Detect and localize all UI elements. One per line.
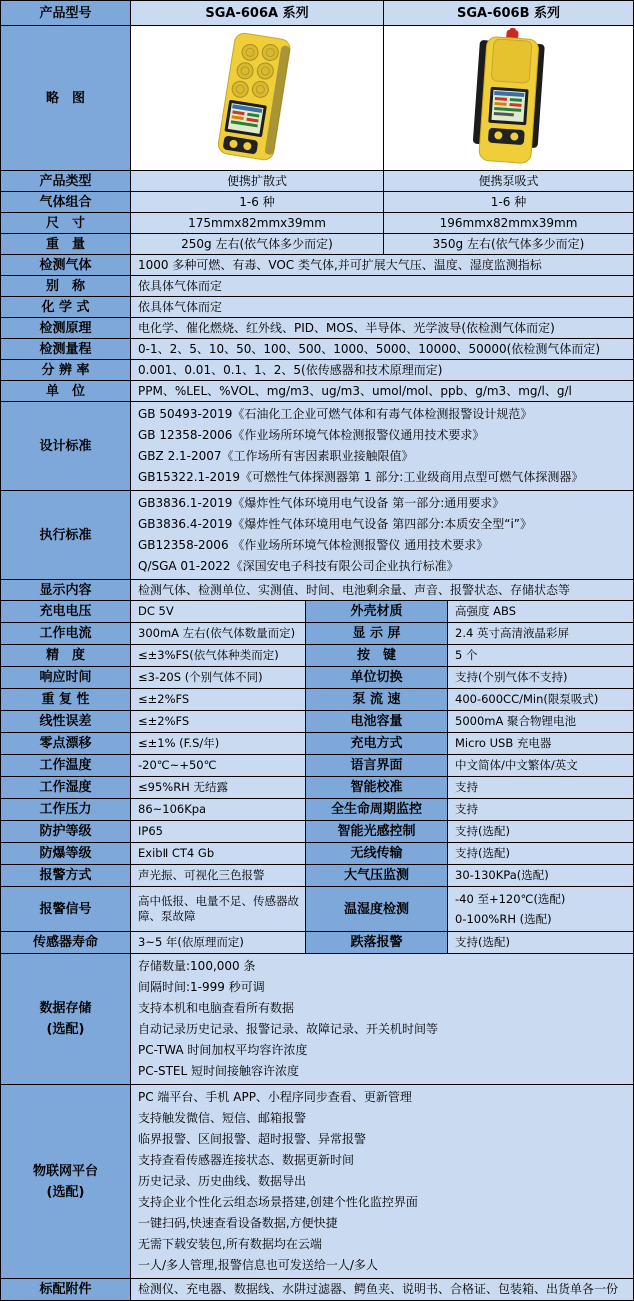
row-label xyxy=(1,1085,131,1279)
model-b-name: SGA-606B 系列 xyxy=(384,1,633,26)
row-label: 线性误差 xyxy=(1,711,131,733)
row-label: 设计标准 xyxy=(1,402,131,491)
row-value-a: 1-6 种 xyxy=(131,192,384,213)
row-label: 工作电流 xyxy=(1,623,131,645)
sketch-label: 略 图 xyxy=(1,26,131,171)
table-row xyxy=(1,171,633,192)
table-row xyxy=(1,276,633,297)
standard-line: Q/SGA 01-2022《深国安电子科技有限公司企业执行标准》 xyxy=(138,559,459,573)
exec-standards-row xyxy=(1,491,633,580)
table-row xyxy=(1,601,633,623)
display-content-row xyxy=(1,580,633,601)
row-value: 中文简体/中文繁体/英文 xyxy=(448,755,633,777)
row-label: 尺 寸 xyxy=(1,213,131,234)
row-label: 执行标准 xyxy=(1,491,131,580)
table-row xyxy=(1,843,633,865)
standard-line: GB 50493-2019《石油化工企业可燃气体和有毒气体检测报警设计规范》 xyxy=(138,407,533,421)
row-label: 全生命周期监控 xyxy=(306,799,448,821)
row-label: 气体组合 xyxy=(1,192,131,213)
table-row xyxy=(1,192,633,213)
table-row xyxy=(1,339,633,360)
accessories-row xyxy=(1,1279,633,1300)
sensor-life-row xyxy=(1,932,633,954)
row-label: 单位切换 xyxy=(306,667,448,689)
row-value: 电化学、催化燃烧、红外线、PID、MOS、半导体、光学波导(依检测气体而定) xyxy=(131,318,633,339)
product-image-sga-606b xyxy=(384,26,633,171)
row-value: -20℃~+50℃ xyxy=(131,755,306,777)
row-value: ≤95%RH 无结露 xyxy=(131,777,306,799)
table-row xyxy=(1,360,633,381)
row-value: 依具体气体而定 xyxy=(131,276,633,297)
feature-line: 支持触发微信、短信、邮箱报警 xyxy=(138,1111,307,1125)
row-label: 智能校准 xyxy=(306,777,448,799)
feature-line: 一键扫码,快速查看设备数据,方便快捷 xyxy=(138,1216,338,1230)
row-label: 工作湿度 xyxy=(1,777,131,799)
product-image-sga-606a xyxy=(131,26,384,171)
row-value: PPM、%LEL、%VOL、mg/m3、ug/m3、umol/mol、ppb、g/m3、mg/l、g/l xyxy=(131,381,633,402)
device-a-illustration xyxy=(152,28,362,168)
label-line: 数据存储 xyxy=(39,1001,92,1016)
table-row xyxy=(1,623,633,645)
row-value-b: 350g 左右(依气体多少而定) xyxy=(384,234,633,255)
table-row xyxy=(1,213,633,234)
table-row xyxy=(1,689,633,711)
table-row xyxy=(1,297,633,318)
row-label: 检测量程 xyxy=(1,339,131,360)
feature-line: 一人/多人管理,报警信息也可发送给一人/多人 xyxy=(138,1258,378,1272)
row-value: 支持(个别气体不支持) xyxy=(448,667,633,689)
row-value: 300mA 左右(依气体数量而定) xyxy=(131,623,306,645)
label-line: 物联网平台 xyxy=(32,1163,98,1179)
table-row xyxy=(1,711,633,733)
sketch-row xyxy=(1,26,633,171)
row-value: ≤±3%FS(依气体种类而定) xyxy=(131,645,306,667)
row-label: 无线传输 xyxy=(306,843,448,865)
row-value: 支持 xyxy=(448,799,633,821)
feature-line: 支持企业个性化云组态场景搭建,创建个性化监控界面 xyxy=(138,1195,418,1209)
row-label: 响应时间 xyxy=(1,667,131,689)
feature-line: 间隔时间:1-999 秒可调 xyxy=(138,980,265,994)
row-value: 声光振、可视化三色报警 xyxy=(131,865,306,887)
row-label: 工作压力 xyxy=(1,799,131,821)
row-label: 检测原理 xyxy=(1,318,131,339)
alarm-signal-row xyxy=(1,887,633,932)
row-value: 支持(选配) xyxy=(448,821,633,843)
standard-line: GB12358-2006 《作业场所环境气体检测报警仪 通用技术要求》 xyxy=(138,538,489,552)
row-value: 检测气体、检测单位、实测值、时间、电池剩余量、声音、报警状态、存储状态等 xyxy=(131,580,633,601)
row-label: 传感器寿命 xyxy=(1,932,131,954)
label-line: (选配) xyxy=(46,1184,85,1200)
row-value: 5 个 xyxy=(448,645,633,667)
row-label: 工作温度 xyxy=(1,755,131,777)
row-value: ≤±2%FS xyxy=(131,689,306,711)
row-value: 依具体气体而定 xyxy=(131,297,633,318)
row-label: 防护等级 xyxy=(1,821,131,843)
table-row xyxy=(1,865,633,887)
row-label: 充电电压 xyxy=(1,601,131,623)
table-row xyxy=(1,799,633,821)
feature-line: 支持查看传感器连接状态、数据更新时间 xyxy=(138,1153,355,1167)
standard-line: GBZ 2.1-2007《工作场所有害因素职业接触限值》 xyxy=(138,449,414,463)
row-label: 重 量 xyxy=(1,234,131,255)
row-value: 3~5 年(依原理而定) xyxy=(131,932,306,954)
row-value: 86~106Kpa xyxy=(131,799,306,821)
row-label: 报警信号 xyxy=(1,887,131,932)
row-value: IP65 xyxy=(131,821,306,843)
row-label: 跌落报警 xyxy=(306,932,448,954)
row-label: 按 键 xyxy=(306,645,448,667)
table-row xyxy=(1,821,633,843)
row-value: Micro USB 充电器 xyxy=(448,733,633,755)
row-label: 智能光感控制 xyxy=(306,821,448,843)
row-value-a: 175mmx82mmx39mm xyxy=(131,213,384,234)
row-value: 0-1、2、5、10、50、100、500、1000、5000、10000、50000(依检测气体而定) xyxy=(131,339,633,360)
row-label: 检测气体 xyxy=(1,255,131,276)
row-label: 外壳材质 xyxy=(306,601,448,623)
table-row xyxy=(1,318,633,339)
row-label: 温湿度检测 xyxy=(306,887,448,932)
row-label: 精 度 xyxy=(1,645,131,667)
feature-line: PC 端平台、手机 APP、小程序同步查看、更新管理 xyxy=(138,1090,412,1104)
row-label: 显示内容 xyxy=(1,580,131,601)
exec-standards-list xyxy=(131,491,633,580)
row-label: 重 复 性 xyxy=(1,689,131,711)
row-label: 报警方式 xyxy=(1,865,131,887)
iot-feature-list xyxy=(131,1085,633,1279)
row-label: 语言界面 xyxy=(306,755,448,777)
row-label: 显 示 屏 xyxy=(306,623,448,645)
row-label: 标配附件 xyxy=(1,1279,131,1300)
row-value-a: 250g 左右(依气体多少而定) xyxy=(131,234,384,255)
row-label: 产品类型 xyxy=(1,171,131,192)
row-value: 高强度 ABS xyxy=(448,601,633,623)
standard-line: GB 12358-2006《作业场所环境气体检测报警仪通用技术要求》 xyxy=(138,428,485,442)
table-row xyxy=(1,234,633,255)
standard-line: GB15322.1-2019《可燃性气体探测器第 1 部分:工业级商用点型可燃气体探测器》 xyxy=(138,470,584,484)
row-label: 单 位 xyxy=(1,381,131,402)
design-standards-list xyxy=(131,402,633,491)
value-line: 0-100%RH (选配) xyxy=(455,912,552,926)
row-value: 1000 多种可燃、有毒、VOC 类气体,并可扩展大气压、温度、湿度监测指标 xyxy=(131,255,633,276)
row-value: 2.4 英寸高清液晶彩屏 xyxy=(448,623,633,645)
row-label: 大气压监测 xyxy=(306,865,448,887)
row-label: 化 学 式 xyxy=(1,297,131,318)
row-label: 零点漂移 xyxy=(1,733,131,755)
row-value: 支持(选配) xyxy=(448,843,633,865)
row-value-b: 便携泵吸式 xyxy=(384,171,633,192)
row-value: 400-600CC/Min(限泵吸式) xyxy=(448,689,633,711)
table-row xyxy=(1,777,633,799)
row-label: 电池容量 xyxy=(306,711,448,733)
row-value: 高中低报、电量不足、传感器故障、泵故障 xyxy=(131,887,306,932)
feature-line: PC-TWA 时间加权平均容许浓度 xyxy=(138,1043,308,1057)
standard-line: GB3836.4-2019《爆炸性气体环境用电气设备 第四部分:本质安全型“i”》 xyxy=(138,517,533,531)
feature-line: 存储数量:100,000 条 xyxy=(138,959,256,973)
data-storage-list xyxy=(131,954,633,1085)
label-line: (选配) xyxy=(46,1022,85,1037)
row-label: 别 称 xyxy=(1,276,131,297)
header-row xyxy=(1,1,633,26)
table-row xyxy=(1,733,633,755)
device-b-illustration xyxy=(404,28,614,168)
row-value: 支持(选配) xyxy=(448,932,633,954)
value-line: -40 至+120℃(选配) xyxy=(455,892,566,906)
row-value-a: 便携扩散式 xyxy=(131,171,384,192)
row-label: 分 辨 率 xyxy=(1,360,131,381)
table-row xyxy=(1,381,633,402)
standard-line: GB3836.1-2019《爆炸性气体环境用电气设备 第一部分:通用要求》 xyxy=(138,496,505,510)
feature-line: 自动记录历史记录、报警记录、故障记录、开关机时间等 xyxy=(138,1022,439,1036)
row-label: 防爆等级 xyxy=(1,843,131,865)
row-value: 5000mA 聚合物锂电池 xyxy=(448,711,633,733)
feature-line: PC-STEL 短时间接触容许浓度 xyxy=(138,1064,299,1078)
row-value: 30-130KPa(选配) xyxy=(448,865,633,887)
feature-line: 历史记录、历史曲线、数据导出 xyxy=(138,1174,307,1188)
header-label: 产品型号 xyxy=(1,1,131,26)
row-value: 0.001、0.01、0.1、1、2、5(依传感器和技术原理而定) xyxy=(131,360,633,381)
row-value-b: 1-6 种 xyxy=(384,192,633,213)
row-value: ExibⅡ CT4 Gb xyxy=(131,843,306,865)
temp-humidity-value xyxy=(448,887,633,932)
table-row xyxy=(1,255,633,276)
row-value: ≤3-20S (个别气体不同) xyxy=(131,667,306,689)
iot-platform-row xyxy=(1,1085,633,1279)
table-row xyxy=(1,667,633,689)
row-value: ≤±2%FS xyxy=(131,711,306,733)
feature-line: 支持本机和电脑查看所有数据 xyxy=(138,1001,295,1015)
row-value-b: 196mmx82mmx39mm xyxy=(384,213,633,234)
row-label: 充电方式 xyxy=(306,733,448,755)
row-label xyxy=(1,954,131,1085)
design-standards-row xyxy=(1,402,633,491)
table-row xyxy=(1,755,633,777)
feature-line: 无需下载安装包,所有数据均在云端 xyxy=(138,1237,322,1251)
row-value: 支持 xyxy=(448,777,633,799)
row-value: DC 5V xyxy=(131,601,306,623)
feature-line: 临界报警、区间报警、超时报警、异常报警 xyxy=(138,1132,367,1146)
model-a-name: SGA-606A 系列 xyxy=(131,1,384,26)
table-row xyxy=(1,645,633,667)
data-storage-row xyxy=(1,954,633,1085)
row-value: ≤±1% (F.S/年) xyxy=(131,733,306,755)
row-label: 泵 流 速 xyxy=(306,689,448,711)
row-value: 检测仪、充电器、数据线、水阱过滤器、鳄鱼夹、说明书、合格证、包装箱、出货单各一份 xyxy=(131,1279,633,1300)
